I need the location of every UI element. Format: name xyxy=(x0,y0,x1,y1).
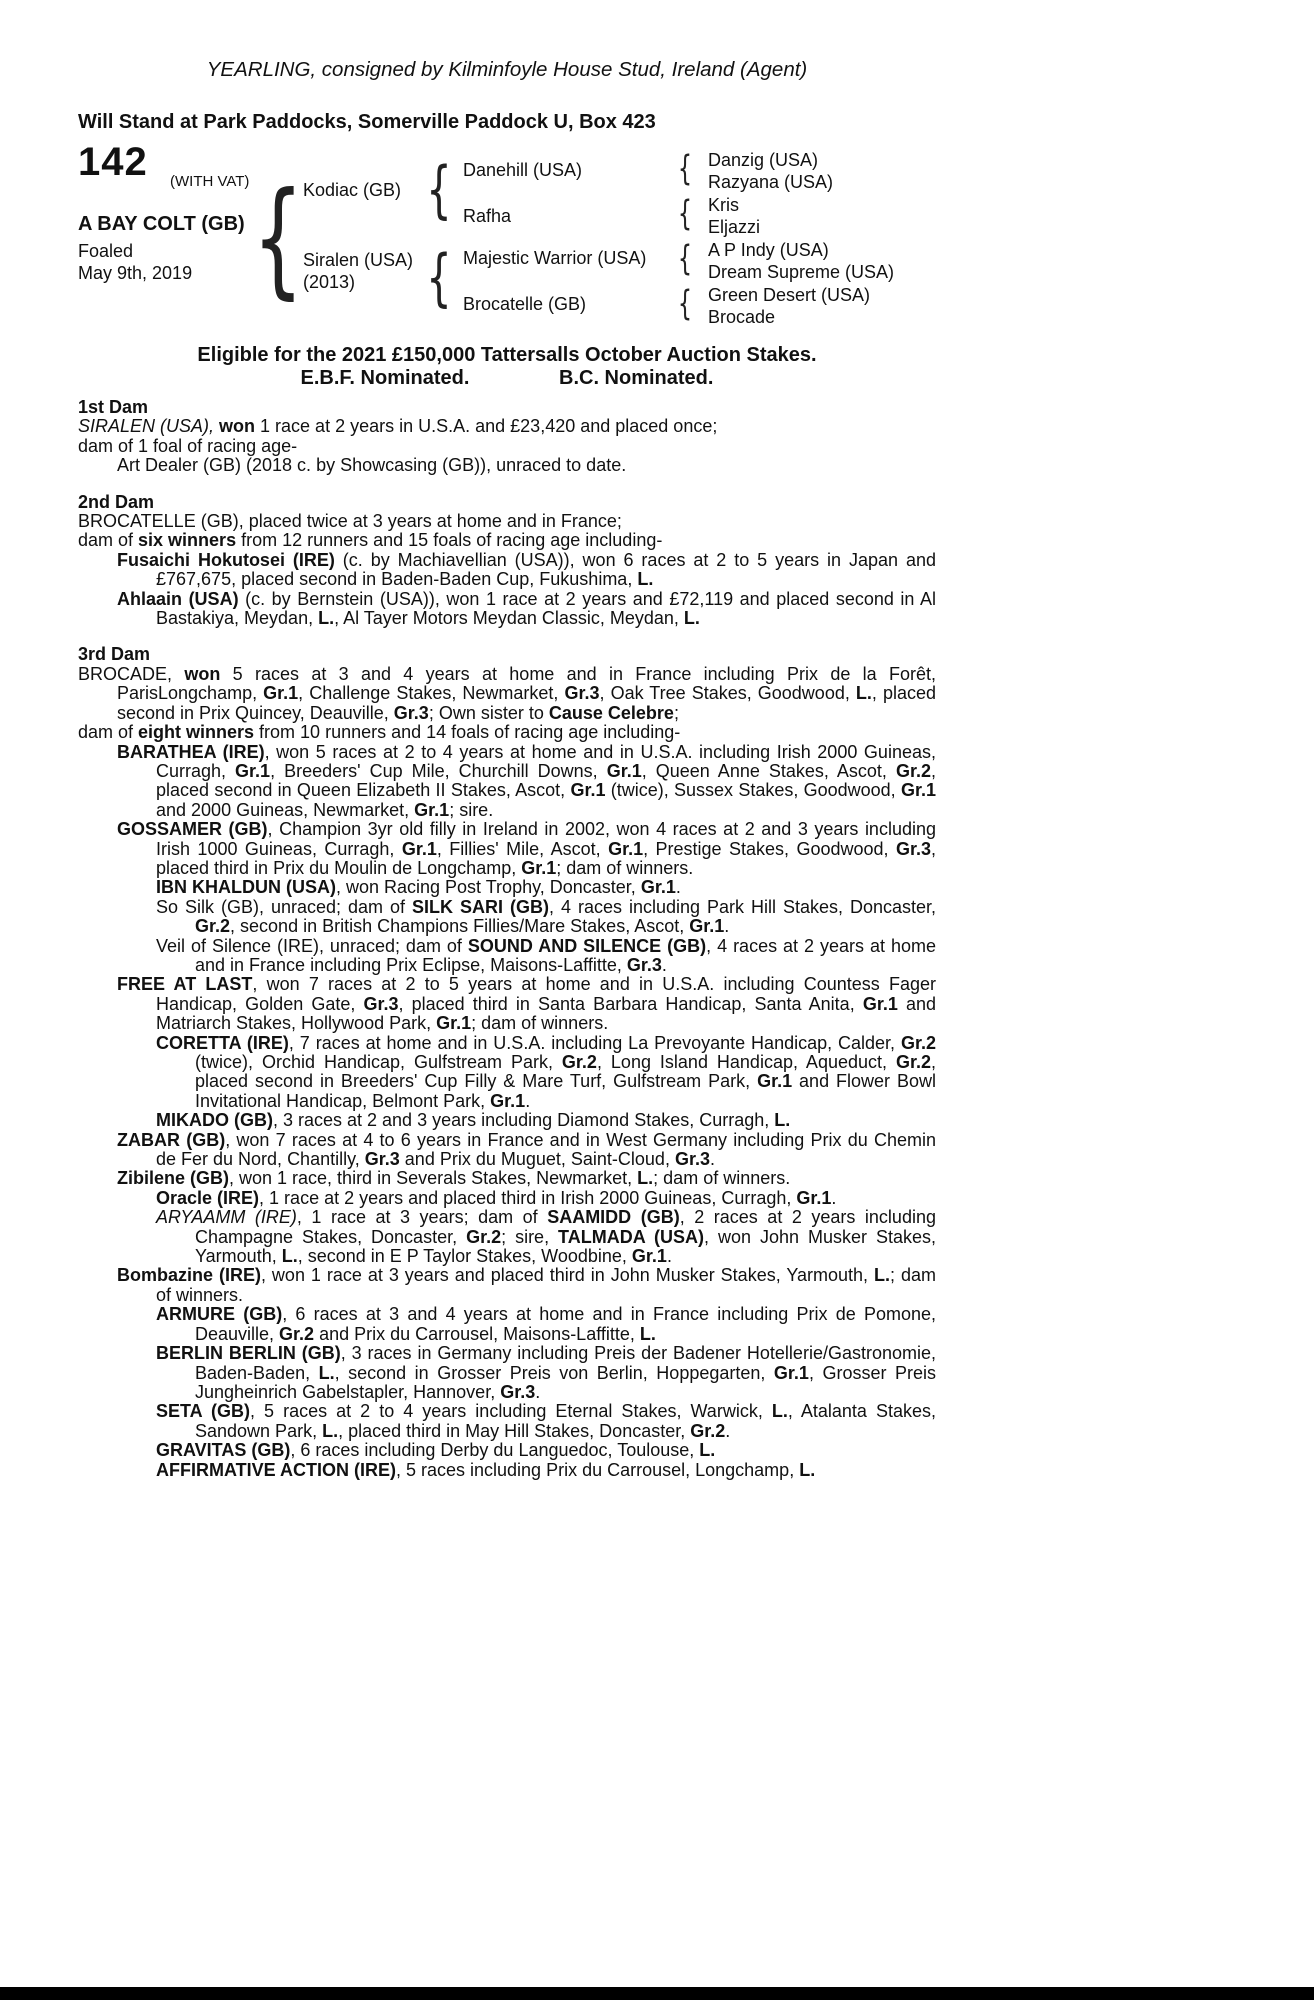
text-run: BROCATELLE (GB), placed twice at 3 years at home and in France; xyxy=(78,511,622,532)
text-run: Oracle (IRE) xyxy=(156,1187,260,1208)
text-run: Fusaichi Hokutosei (IRE) xyxy=(117,549,335,570)
text-run: . xyxy=(675,877,681,898)
text-run: , second in Grosser Preis von Berlin, Hoppegarten, xyxy=(334,1362,774,1383)
text-run: Veil of Silence (IRE), unraced; dam of xyxy=(156,935,468,956)
catalogue-paragraph xyxy=(78,665,936,723)
lot-number: 142 xyxy=(78,140,148,184)
catalogue-paragraph xyxy=(78,417,936,436)
catalogue-paragraph xyxy=(78,512,936,531)
text-run: L. xyxy=(683,608,700,629)
great-grandsire-name: A P Indy (USA) xyxy=(708,240,829,260)
text-run: So Silk (GB), unraced; dam of xyxy=(156,896,412,917)
text-run: . xyxy=(709,1149,715,1170)
text-run: Gr.2 xyxy=(466,1226,502,1247)
text-run: , won 7 races at 2 to 5 years at home and in U.S.A. including Countess Fager Handicap, Golden Gate, xyxy=(156,974,936,1014)
text-run: BARATHEA (IRE) xyxy=(117,741,265,762)
text-run: BROCADE, xyxy=(78,663,185,684)
text-run: AFFIRMATIVE ACTION (IRE) xyxy=(156,1459,396,1480)
text-run: , 3 races in Germany including Preis der Badener Hotellerie/Gastronomie, Baden-Baden, xyxy=(195,1343,936,1383)
text-run: , Atalanta Stakes, Sandown Park, xyxy=(195,1401,936,1441)
text-run: Gr.3 xyxy=(393,702,429,723)
grandsire-name: Danehill (USA) xyxy=(463,160,583,180)
text-run: BERLIN BERLIN (GB) xyxy=(156,1343,341,1364)
section-heading: 1st Dam xyxy=(78,397,149,417)
text-run: , 4 races including Park Hill Stakes, Doncaster, xyxy=(548,896,937,917)
text-run: SETA (GB) xyxy=(156,1401,251,1422)
great-granddam-name: Dream Supreme (USA) xyxy=(708,262,895,282)
text-run: and Prix du Muguet, Saint-Cloud, xyxy=(399,1149,675,1170)
text-run: Gr.2 xyxy=(195,916,231,937)
pedigree-brace-gen3: { xyxy=(677,193,693,235)
text-run: Gr.3 xyxy=(895,838,931,859)
text-run: ; dam of winners. xyxy=(156,1265,936,1305)
text-run: . xyxy=(725,1420,731,1441)
text-run: , won 7 races at 4 to 6 years in France and in West Germany including Prix du Chemin de Fer du Nord, Chantilly, xyxy=(156,1129,936,1170)
text-run: , won 1 race at 3 years and placed third in John Musker Stakes, Yarmouth, xyxy=(260,1265,874,1286)
text-run: SAAMIDD (GB) xyxy=(547,1207,680,1228)
text-run: L. xyxy=(318,1362,335,1383)
text-run: dam of xyxy=(78,722,139,743)
text-run: L. xyxy=(639,1323,656,1344)
text-run: , Grosser Preis Jungheinrich Gabelstapler, Hannover, xyxy=(195,1362,936,1402)
text-run: SILK SARI (GB) xyxy=(412,896,549,917)
text-run: , Long Island Handicap, Aqueduct, xyxy=(596,1052,896,1072)
granddam-name: Rafha xyxy=(463,206,512,226)
text-run: from 10 runners and 14 foals of racing age including- xyxy=(254,722,681,743)
dam-sections xyxy=(78,398,936,1480)
great-granddam-name: Razyana (USA) xyxy=(708,172,834,192)
text-run: from 12 runners and 15 foals of racing age including- xyxy=(236,530,663,551)
text-run: , Prestige Stakes, Goodwood, xyxy=(643,838,896,859)
pedigree-brace-dam: { xyxy=(426,242,452,315)
text-run: L. xyxy=(699,1440,716,1461)
text-run: L. xyxy=(281,1246,298,1267)
text-run: Gr.3 xyxy=(674,1149,710,1170)
text-run: , Al Tayer Motors Meydan Classic, Meydan, xyxy=(334,608,684,629)
text-run: and Prix du Carrousel, Maisons-Laffitte, xyxy=(314,1323,640,1344)
text-run: L. xyxy=(771,1401,788,1422)
pedigree-brace-sire: { xyxy=(426,154,452,227)
sire-name: Kodiac (GB) xyxy=(303,180,402,200)
text-run: Zibilene (GB) xyxy=(117,1168,229,1189)
great-grandsire-name: Danzig (USA) xyxy=(708,150,819,170)
catalogue-paragraph xyxy=(78,1441,936,1460)
text-run: Bombazine (IRE) xyxy=(117,1265,261,1286)
text-run: SIRALEN (USA), xyxy=(78,416,220,437)
text-run: (c. by Machiavellian (USA)), won 6 races at 2 to 5 years in Japan and £767,675, placed second in Baden-Baden Cup, Fukushima, xyxy=(156,549,936,590)
text-run: Gr.1 xyxy=(773,1362,809,1383)
text-run: L. xyxy=(637,569,654,590)
text-run: SOUND AND SILENCE (GB) xyxy=(467,935,707,956)
text-run: , Fillies' Mile, Ascot, xyxy=(436,838,609,859)
text-run: , 2 races at 2 years including Champagne Stakes, Doncaster, xyxy=(195,1207,936,1247)
text-run: ARYAAMM (IRE) xyxy=(156,1207,297,1228)
text-run: , 3 races at 2 and 3 years including Diamond Stakes, Curragh, xyxy=(272,1110,775,1131)
pedigree-brace-gen3: { xyxy=(677,238,693,280)
text-run: dam of 1 foal of racing age- xyxy=(78,435,298,456)
great-granddam-name: Eljazzi xyxy=(708,217,761,237)
catalogue-paragraph xyxy=(78,820,936,878)
text-run: Gr.2 xyxy=(561,1052,597,1072)
text-run: , 1 race at 2 years and placed third in Irish 2000 Guineas, Curragh, xyxy=(259,1187,797,1208)
text-run: , 4 races at 2 years at home and in France including Prix Eclipse, Maisons-Laffitte, xyxy=(195,935,936,975)
dam-name: Siralen (USA) xyxy=(303,250,414,270)
catalogue-paragraph xyxy=(78,743,936,821)
text-run: Gr.1 xyxy=(900,780,936,801)
text-run: won xyxy=(219,416,256,437)
text-run: L. xyxy=(637,1168,654,1189)
catalogue-paragraph xyxy=(78,1344,936,1402)
eligibility-block xyxy=(78,344,936,390)
catalogue-paragraph xyxy=(78,1305,936,1344)
bc-nominated: B.C. Nominated. xyxy=(559,367,714,389)
text-run: Gr.2 xyxy=(895,760,931,781)
text-run: Cause Celebre xyxy=(548,702,674,723)
text-run: IBN KHALDUN (USA) xyxy=(156,877,336,898)
text-run: (c. by Bernstein (USA)), won 1 race at 2 years and £72,119 and placed second in Al Bastakiya, Meydan, xyxy=(156,588,936,629)
catalogue-paragraph xyxy=(78,898,936,937)
text-run: , 6 races including Derby du Languedoc, Toulouse, xyxy=(290,1440,700,1461)
text-run: Gr.1 xyxy=(436,1013,472,1034)
text-run: , placed second in Breeders' Cup Filly & Mare Turf, Gulfstream Park, xyxy=(195,1052,937,1092)
text-run: . xyxy=(535,1381,541,1402)
text-run: Gr.1 xyxy=(606,760,642,781)
text-run: , won 1 race, third in Severals Stakes, Newmarket, xyxy=(229,1168,638,1189)
text-run: , Breeders' Cup Mile, Churchill Downs, xyxy=(270,760,607,781)
text-run: L. xyxy=(322,1420,339,1441)
text-run: Gr.1 xyxy=(862,993,898,1014)
text-run: , placed second in Queen Elizabeth II Stakes, Ascot, xyxy=(156,760,936,801)
text-run: , 1 race at 3 years; dam of xyxy=(296,1207,548,1228)
text-run: Gr.1 xyxy=(631,1246,667,1267)
text-run: Gr.1 xyxy=(401,838,437,859)
text-run: Gr.2 xyxy=(279,1323,315,1344)
text-run: six winners xyxy=(138,530,237,551)
catalogue-paragraph xyxy=(78,1402,936,1441)
text-run: FREE AT LAST xyxy=(117,974,253,995)
text-run: , 5 races including Prix du Carrousel, Longchamp, xyxy=(395,1459,800,1480)
text-run: and Flower Bowl Invitational Handicap, Belmont Park, xyxy=(195,1071,936,1111)
catalogue-paragraph xyxy=(78,1461,936,1480)
text-run: . xyxy=(724,916,730,937)
text-run: ; xyxy=(673,702,679,723)
text-run: CORETTA (IRE) xyxy=(156,1032,289,1053)
text-run: Gr.1 xyxy=(521,857,557,878)
text-run: ; dam of winners. xyxy=(556,857,694,878)
text-run: , second in British Champions Fillies/Mare Stakes, Ascot, xyxy=(230,916,690,937)
catalogue-paragraph xyxy=(78,1266,936,1305)
text-run: Gr.1 xyxy=(263,683,299,704)
text-run: GOSSAMER (GB) xyxy=(117,819,268,840)
section-heading: 3rd Dam xyxy=(78,644,151,665)
text-run: Gr.1 xyxy=(490,1090,526,1111)
text-run: Gr.1 xyxy=(235,760,271,781)
text-run: , second in E P Taylor Stakes, Woodbine, xyxy=(297,1246,632,1267)
text-run: , won 5 races at 2 to 4 years at home and in U.S.A. including Irish 2000 Guineas, Curragh, xyxy=(156,741,936,781)
text-run: Gr.3 xyxy=(500,1381,536,1402)
text-run: dam of xyxy=(78,530,139,551)
text-run: ZABAR (GB) xyxy=(117,1129,226,1150)
great-grandsire-name: Green Desert (USA) xyxy=(708,285,871,305)
dam-year: (2013) xyxy=(303,272,356,292)
great-granddam-name: Brocade xyxy=(708,307,776,327)
granddam-name: Brocatelle (GB) xyxy=(463,294,587,314)
text-run: MIKADO (GB) xyxy=(156,1110,273,1131)
text-run: , placed third in Santa Barbara Handicap, Santa Anita, xyxy=(398,993,863,1014)
text-run: and Matriarch Stakes, Hollywood Park, xyxy=(156,993,936,1034)
text-run: L. xyxy=(799,1459,816,1480)
vat-note: (WITH VAT) xyxy=(170,173,250,190)
catalogue-paragraph xyxy=(78,1169,936,1188)
text-run: Gr.2 xyxy=(900,1032,936,1053)
text-run: , 5 races at 2 to 4 years including Eternal Stakes, Warwick, xyxy=(250,1401,772,1422)
text-run: L. xyxy=(318,608,335,629)
text-run: . xyxy=(661,954,667,975)
catalogue-paragraph xyxy=(78,1034,936,1112)
eligibility-line: Eligible for the 2021 £150,000 Tattersalls October Auction Stakes. xyxy=(197,344,817,366)
text-run: . xyxy=(525,1090,531,1111)
catalogue-paragraph xyxy=(78,937,936,976)
text-run: L. xyxy=(874,1265,890,1286)
text-run: Gr.1 xyxy=(414,799,450,820)
consignor-line: YEARLING, consigned by Kilminfoyle House Stud, Ireland (Agent) xyxy=(206,58,808,81)
catalogue-paragraph xyxy=(78,1131,936,1170)
catalogue-paragraph xyxy=(78,551,936,590)
text-run: 5 races at 3 and 4 years at home and in France including Prix de la Forêt, ParisLongchamp, xyxy=(117,663,936,704)
text-run: Gr.1 xyxy=(796,1187,832,1208)
text-run: eight winners xyxy=(138,722,255,743)
catalogue-paragraph xyxy=(78,878,936,897)
catalogue-paragraph xyxy=(78,590,936,629)
text-run: L. xyxy=(774,1110,791,1131)
pedigree-brace-gen3: { xyxy=(677,283,693,325)
pedigree-brace-gen1: { xyxy=(252,166,304,312)
text-run: , won John Musker Stakes, Yarmouth, xyxy=(195,1226,936,1267)
text-run: 1 race at 2 years in U.S.A. and £23,420 and placed once; xyxy=(255,416,718,437)
text-run: Gr.3 xyxy=(364,1149,400,1170)
text-run: , Challenge Stakes, Newmarket, xyxy=(298,683,565,704)
foaled-label: Foaled xyxy=(78,241,134,261)
catalogue-paragraph xyxy=(78,723,936,742)
nominations-line xyxy=(78,367,936,390)
section-heading: 2nd Dam xyxy=(78,491,155,512)
text-run: ; sire, xyxy=(501,1226,559,1247)
text-run: and 2000 Guineas, Newmarket, xyxy=(156,799,415,820)
text-run: ; sire. xyxy=(449,799,494,820)
catalogue-paragraph xyxy=(78,437,936,456)
great-grandsire-name: Kris xyxy=(708,195,739,215)
text-run: ARMURE (GB) xyxy=(156,1304,283,1325)
catalogue-paragraph xyxy=(78,1111,936,1130)
text-run: Gr.3 xyxy=(564,683,600,704)
text-run: . xyxy=(666,1246,672,1267)
text-run: , 7 races at home and in U.S.A. including La Prevoyante Handicap, Calder, xyxy=(288,1032,901,1053)
content-column xyxy=(78,0,936,1480)
catalogue-paragraph xyxy=(78,456,936,475)
catalogue-paragraph xyxy=(78,531,936,550)
text-run: Art Dealer (GB) (2018 c. by Showcasing (GB)), unraced to date. xyxy=(117,455,627,476)
text-run: Gr.1 xyxy=(608,838,644,859)
catalogue-paragraph xyxy=(78,975,936,1033)
text-run: (twice), Sussex Stakes, Goodwood, xyxy=(605,780,901,801)
text-run: . xyxy=(831,1187,837,1208)
text-run: , won Racing Post Trophy, Doncaster, xyxy=(335,877,641,898)
text-run: TALMADA (USA) xyxy=(558,1226,704,1247)
text-run: ; dam of winners. xyxy=(653,1168,791,1189)
text-run: Gr.1 xyxy=(570,780,606,801)
text-run: Gr.1 xyxy=(640,877,676,898)
text-run: , placed third in Prix du Moulin de Longchamp, xyxy=(156,838,936,878)
text-run: , placed third in May Hill Stakes, Doncaster, xyxy=(338,1420,691,1441)
text-run: Gr.3 xyxy=(363,993,399,1014)
text-run: , Champion 3yr old filly in Ireland in 2002, won 4 races at 2 and 3 years including Irish 1000 Guineas, Curragh, xyxy=(156,819,936,859)
text-run: won xyxy=(184,663,221,684)
text-run: Gr.1 xyxy=(757,1071,793,1092)
lot-title: A BAY COLT (GB) xyxy=(78,213,245,235)
text-run: ; dam of winners. xyxy=(471,1013,609,1034)
text-run: , 6 races at 3 and 4 years at home and in France including Prix de Pomone, Deauville, xyxy=(195,1304,936,1344)
text-run: L. xyxy=(855,683,872,704)
pedigree-block xyxy=(78,140,936,340)
text-run: , placed second in Prix Quincey, Deauville, xyxy=(117,683,936,723)
text-run: Gr.3 xyxy=(626,954,662,975)
text-run: Gr.2 xyxy=(690,1420,726,1441)
text-run: , Oak Tree Stakes, Goodwood, xyxy=(599,683,856,704)
catalogue-paragraph xyxy=(78,1189,936,1208)
ebf-nominated: E.B.F. Nominated. xyxy=(300,367,470,389)
text-run: Ahlaain (USA) xyxy=(117,588,239,609)
catalogue-paragraph xyxy=(78,1208,936,1266)
text-run: Gr.2 xyxy=(895,1052,931,1072)
text-run: , Queen Anne Stakes, Ascot, xyxy=(641,760,896,781)
stand-location-line: Will Stand at Park Paddocks, Somerville Paddock U, Box 423 xyxy=(78,111,656,133)
text-run: Gr.1 xyxy=(689,916,725,937)
pedigree-brace-gen3: { xyxy=(677,148,693,190)
page-edge-bar xyxy=(0,1987,1314,2000)
grandsire-name: Majestic Warrior (USA) xyxy=(463,248,647,268)
text-run: GRAVITAS (GB) xyxy=(156,1440,291,1461)
text-run: (twice), Orchid Handicap, Gulfstream Park, xyxy=(195,1052,562,1072)
foaled-date: May 9th, 2019 xyxy=(78,263,193,283)
text-run: ; Own sister to xyxy=(428,702,549,723)
